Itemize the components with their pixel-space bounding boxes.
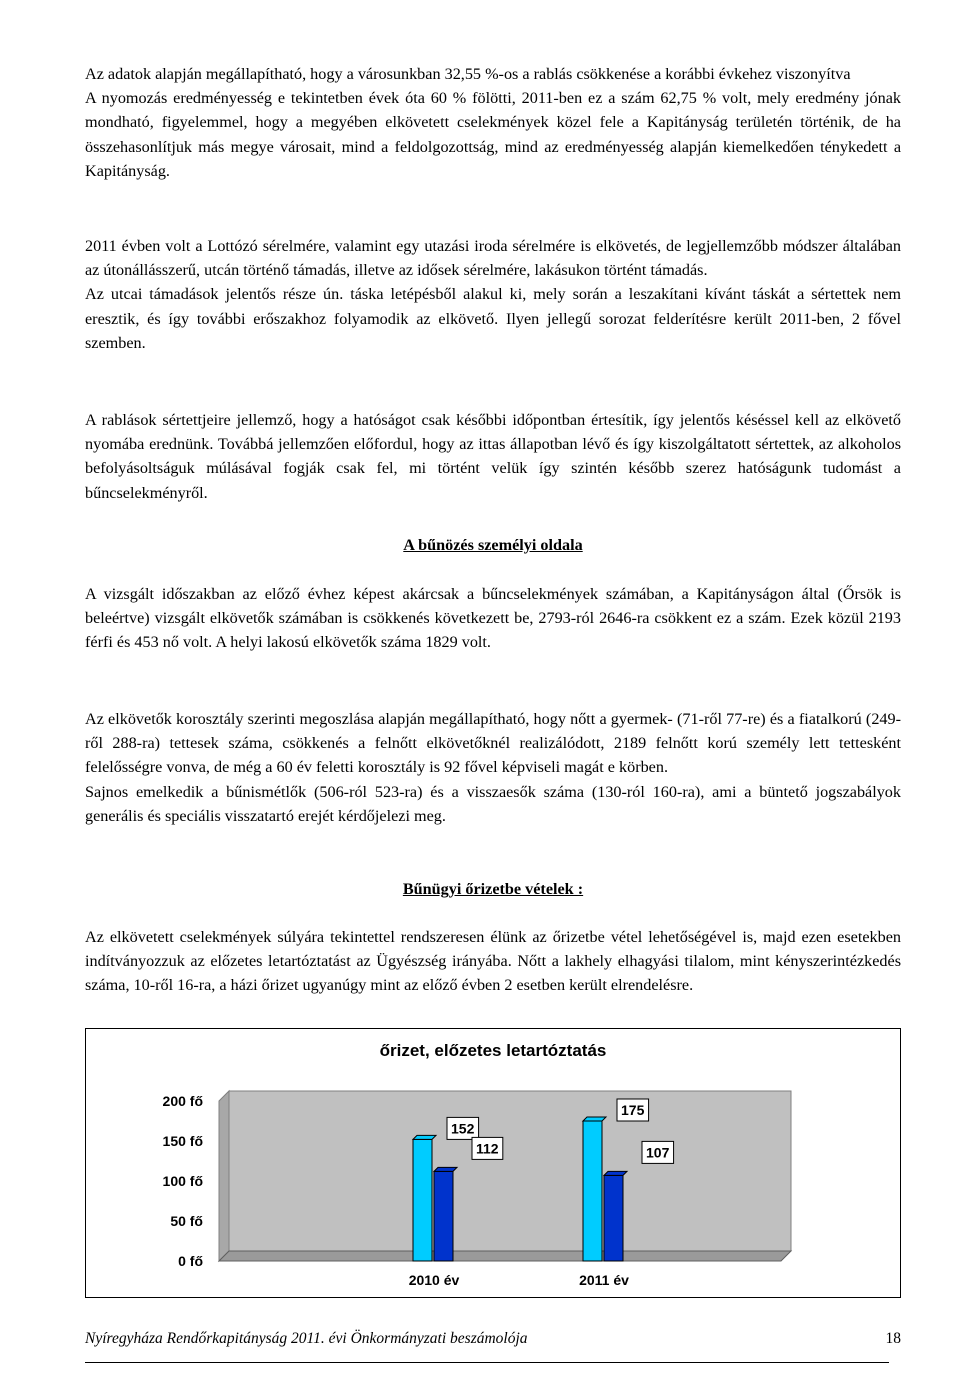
- bar-arrest-1: [604, 1175, 623, 1261]
- bar-arrest-0: [434, 1171, 453, 1261]
- bar-top-face: [604, 1171, 627, 1175]
- data-label: 107: [646, 1144, 670, 1161]
- chart-back-wall: [229, 1091, 791, 1251]
- y-tick-label: 0 fő: [178, 1253, 203, 1269]
- bar-top-face: [434, 1167, 457, 1171]
- paragraph-text: 2011 évben volt a Lottózó sérelmére, valamint egy utazási iroda sérelmére is elkövetés, de legjellemzőbb módszer általában az útonállásszerű, utcán történő támadás, illetve az idősek sérelmére, lakásukon történt támadás.: [85, 237, 901, 280]
- footer-divider: [85, 1362, 889, 1363]
- x-category-label: 2011 év: [579, 1272, 629, 1288]
- bar-custody-0: [413, 1139, 432, 1261]
- paragraph-text: Az elkövetők korosztály szerinti megoszlása alapján megállapítható, hogy nőtt a gyermek- (71-ről 77-re) és a fiatalkorú (249-ről 288-ra) tettesek száma, csökkenés a felnőtt elkövetőknél realizálódott, 2189 felnőtt korú személy lett tettesként felelősségre vonva, de még a 60 év feletti korosztály is 92 fővel képviseli magát e körben.: [85, 710, 901, 777]
- bar-custody-1: [583, 1121, 602, 1261]
- y-tick-label: 150 fő: [162, 1133, 203, 1149]
- chart-side-wall: [219, 1091, 229, 1261]
- paragraph-text: Az elkövetett cselekmények súlyára tekintettel rendszeresen élünk az őrizetbe vétel lehetőségével is, majd ezen esetekben indítványozzuk az előzetes letartóztatást az Ügyészség irányába. Nőtt a lakhely elhagyási tilalom, mint kényszerintézkedés száma, 10-ről 16-ra, a házi őrizet ugyanúgy mint az előző évben 2 esetben került elrendelésre.: [85, 928, 901, 995]
- footer-title: Nyíregyháza Rendőrkapitányság 2011. évi Önkormányzati beszámolója: [85, 1330, 528, 1347]
- paragraph-age-groups: [85, 707, 901, 828]
- data-label: 112: [476, 1140, 499, 1157]
- paragraph-custody: [85, 925, 901, 998]
- paragraph-text: A vizsgált időszakban az előző évhez képest akárcsak a bűncselekmények számában, a Kapitányságon által (Őrsök is beleértve) vizsgált elkövetők számában is csökkenés következett be, 2793-ról 2646-ra csökkent ez a szám. Ezek közül 2193 férfi és 453 nő volt. A helyi lakosú elkövetők száma 1829 volt.: [85, 585, 901, 652]
- paragraph-text: A rablások sértettjeire jellemző, hogy a hatóságot csak későbbi időpontban értesítik, így jelentős késéssel kell az elkövető nyomába erednünk. Továbbá jellemzően előfordul, hogy az ittas állapotban lévő és így kiszolgáltatott sértettek, az alkoholos befolyásoltságuk múlásával fogják csak fel, mi történt velük így szintén később szerez hatóságunk tudomást a bűncselekményről.: [85, 411, 901, 502]
- paragraph-text: Sajnos emelkedik a bűnismétlők (506-ról 523-ra) és a visszaesők száma (130-ról 160-ra), ami a büntető jogszabályok generális és speciális visszatartó erejét kérdőjelezi meg.: [85, 782, 901, 825]
- page-footer: [85, 1330, 901, 1348]
- chart-floor: [219, 1251, 791, 1261]
- data-label: 152: [451, 1120, 475, 1137]
- bar-top-face: [413, 1135, 436, 1139]
- y-tick-label: 100 fő: [162, 1173, 203, 1189]
- x-category-label: 2010 év: [408, 1272, 460, 1288]
- paragraph-text: Az utcai támadások jelentős része ún. táska letépésből alakul ki, mely során a leszakítani kívánt táskát a sértettek nem eresztik, és így további erőszakhoz folyamodik az elkövető. Ilyen jellegű sorozat felderítésre került 2011-ben, 2 fővel szemben.: [85, 285, 901, 352]
- y-tick-label: 200 fő: [162, 1093, 203, 1109]
- chart-title: őrizet, előzetes letartóztatás: [379, 1041, 607, 1060]
- y-tick-label: 50 fő: [170, 1213, 203, 1229]
- data-label: 175: [621, 1102, 645, 1118]
- paragraph-offenders: [85, 582, 901, 655]
- paragraph-victims: [85, 408, 901, 505]
- paragraph-text: A nyomozás eredményesség e tekintetben évek óta 60 % fölötti, 2011-ben ez a szám 62,75 % volt, mely eredmény jónak mondható, figyelemmel, hogy a megyében elkövetett cselekmények közel fele a Kapitányság területén történik, de ha összehasonlítjuk más megye városait, mind a feldolgozottság, mind az eredményesség alapján kiemelkedően ténykedett a Kapitányság.: [85, 89, 901, 180]
- paragraph-text: Az adatok alapján megállapítható, hogy a városunkban 32,55 %-os a rablás csökkenése a korábbi évkehez viszonyítva: [85, 65, 851, 83]
- custody-chart: [85, 1028, 901, 1298]
- section-heading-personal: A bűnözés személyi oldala: [403, 536, 583, 554]
- bar-top-face: [583, 1117, 606, 1121]
- paragraph-methods: [85, 234, 901, 355]
- section-heading-custody: Bűnügyi őrizetbe vételek :: [402, 880, 584, 898]
- chart-plot: [86, 1029, 900, 1297]
- paragraph-robbery-decrease: [85, 62, 901, 183]
- page-number: 18: [885, 1330, 901, 1347]
